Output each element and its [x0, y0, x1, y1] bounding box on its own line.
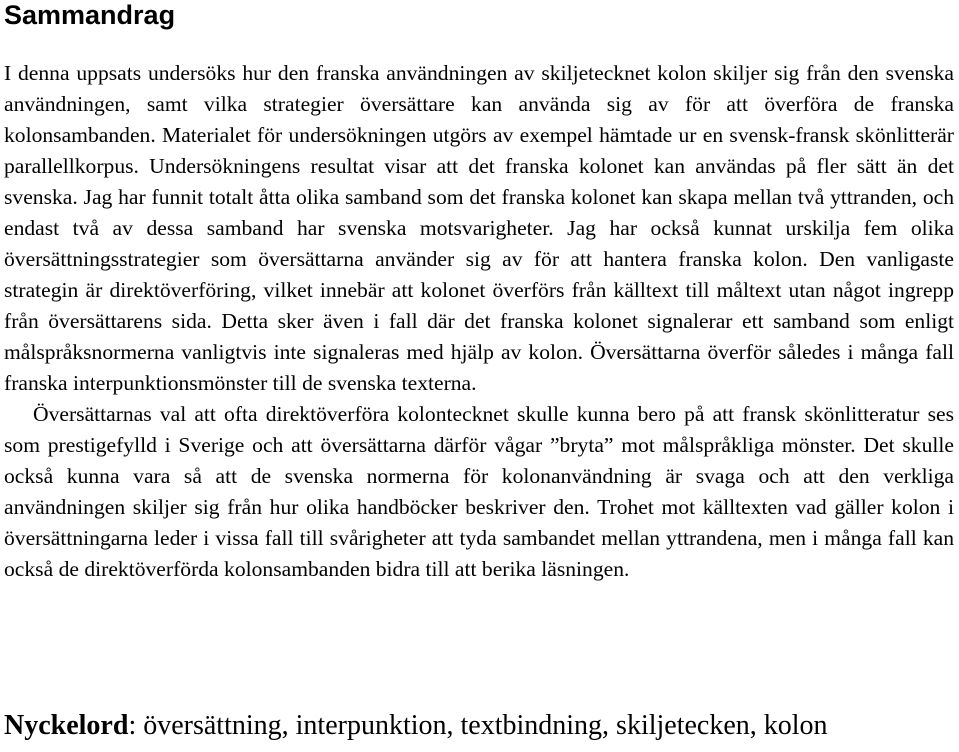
keywords-line — [4, 708, 954, 744]
abstract-body — [4, 58, 954, 585]
abstract-paragraph: I denna uppsats undersöks hur den franska användningen av skiljetecknet kolon skiljer sig från den svenska användningen, samt vilka strategier översättare kan använda sig av för att överföra de franska kolonsambanden. Materialet för undersökningen utgörs av exempel hämtade ur en svensk-fransk skönlitterär parallellkorpus. Undersökningens resultat visar att det franska kolonet kan användas på fler sätt än det svenska. Jag har funnit totalt åtta olika samband som det franska kolonet kan skapa mellan två yttranden, och endast två av dessa samband har svenska motsvarigheter. Jag har också kunnat urskilja fem olika översättningsstrategier som översättarna använder sig av för att hantera franska kolon. Den vanligaste strategin är direktöverföring, vilket innebär att kolonet överförs från källtext till måltext utan något ingrepp från översättarens sida. Detta sker även i fall där det franska kolonet signalerar ett samband som enligt målspråksnormerna vanligtvis inte signaleras med hjälp av kolon. Översättarna överför således i många fall franska interpunktionsmönster till de svenska texterna. — [4, 61, 954, 395]
keywords-terms: översättning, interpunktion, textbindning, skiljetecken, kolon — [143, 710, 828, 741]
page-title: Sammandrag — [4, 0, 176, 30]
keywords-separator: : — [128, 710, 144, 741]
keywords-label: Nyckelord — [4, 710, 129, 741]
abstract-paragraph: Översättarnas val att ofta direktöverföra kolontecknet skulle kunna bero på att fransk skönlitteratur ses som prestigefylld i Sverige och att översättarna därför vågar ”bryta” mot målspråkliga mönster. Det skulle också kunna vara så att de svenska normerna för kolonanvändning är svaga och att den verkliga användningen skiljer sig från hur olika handböcker beskriver den. Trohet mot källtexten vad gäller kolon i översättningarna leder i vissa fall till svårigheter att tyda sambandet mellan yttrandena, men i många fall kan också de direktöverförda kolonsambanden bidra till att berika läsningen. — [4, 402, 954, 581]
